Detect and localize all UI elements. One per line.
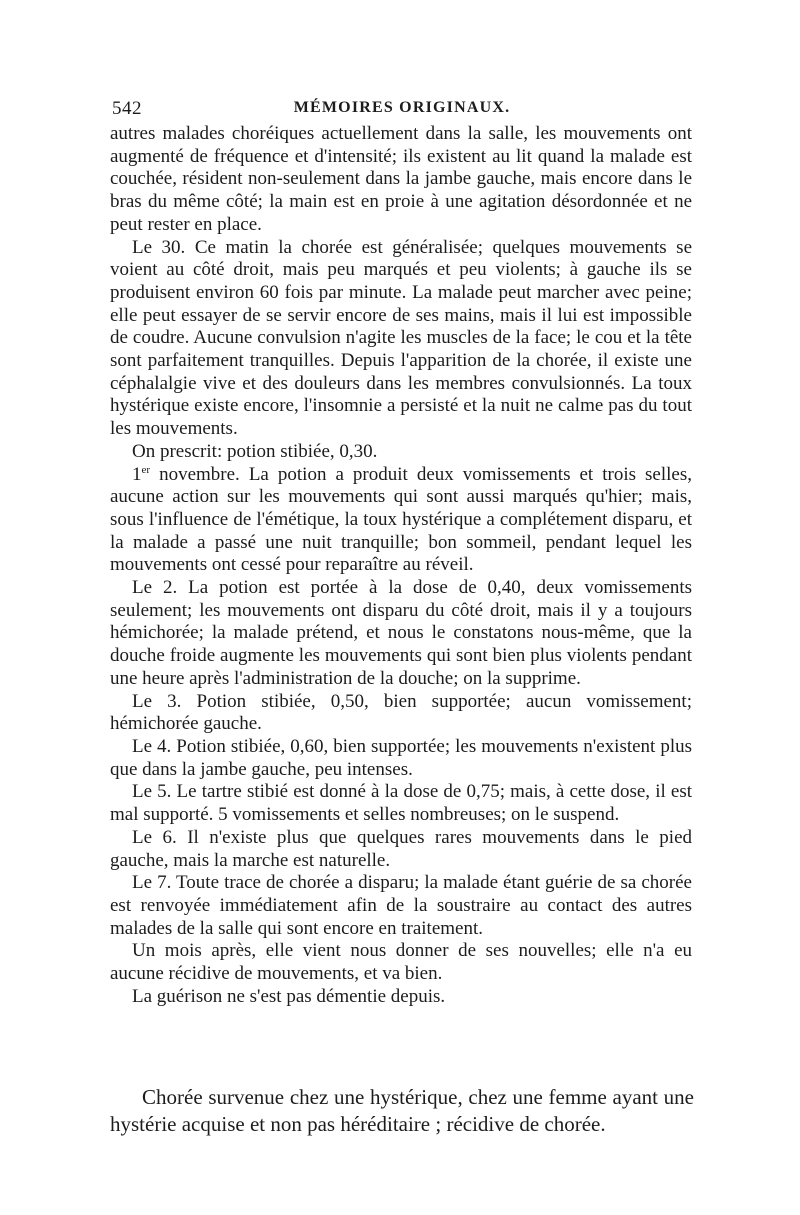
page-number: 542 [112, 98, 142, 119]
date-ordinal: er [141, 463, 151, 476]
section-title: Chorée survenue chez une hystérique, chez une femme ayant une hystérie acquise et non pas héréditaire ; récidive de chorée. [110, 1085, 694, 1136]
running-head: MÉMOIRES ORIGINAUX. [293, 99, 511, 116]
paragraph-le-3: Le 3. Potion stibiée, 0,50, bien supportée; aucun vomissement; hémichorée gauche. [110, 690, 692, 735]
paragraph-le-30: Le 30. Ce matin la chorée est généralisée; quelques mouvements se voient au côté droit, mais peu marqués et peu violents; à gauche ils se produisent environ 60 fois par minute. La malade peut marcher avec peine; elle peut essayer de se servir encore de ses mains, mais il lui est impossible de coudre. Aucune convulsion n'agite les muscles de la face; le cou et la tête sont parfaitement tranquilles. Depuis l'apparition de la chorée, il existe une céphalalgie vive et des douleurs dans les membres convulsionnés. La toux hystérique existe encore, l'insomnie a persisté et la nuit ne calme pas du tout les mouvements. [110, 236, 692, 440]
paragraph-le-7: Le 7. Toute trace de chorée a disparu; la malade étant guérie de sa chorée est renvoyée immédiatement afin de la soustraire au contact des autres malades de la salle qui sont encore en traitement. [110, 872, 692, 939]
paragraph-un-mois-apres: Un mois après, elle vient nous donner de ses nouvelles; elle n'a eu aucune récidive de mouvements, et va bien. [110, 940, 692, 985]
paragraph-le-5: Le 5. Le tartre stibié est donné à la dose de 0,75; mais, à cette dose, il est mal supporté. 5 vomissements et selles nombreuses; on le suspend. [110, 781, 692, 826]
paragraph-le-6: Le 6. Il n'existe plus que quelques rares mouvements dans le pied gauche, mais la marche est naturelle. [110, 826, 692, 871]
paragraph-le-2: Le 2. La potion est portée à la dose de 0,40, deux vomissements seulement; les mouvements ont disparu du côté droit, mais il y a toujours hémichorée; la malade prétend, et nous le constatons nous-même, que la douche froide augmente les mouvements qui sont bien plus violents pendant une heure après l'administration de la douche; on la supprime. [110, 577, 692, 689]
paragraph-text: novembre. La potion a produit deux vomissements et trois selles, aucune action sur les mouvements qui sont aussi marqués qu'hier; mais, sous l'influence de l'émétique, la toux hystérique a complétement disparu, et la malade a passé une nuit tranquille; bon sommeil, pendant lequel les mouvements ont cessé pour reparaître au réveil. [110, 463, 692, 576]
body-text [110, 123, 692, 1008]
paragraph-guerison: La guérison ne s'est pas démentie depuis. [132, 985, 446, 1007]
date-number: 1 [132, 463, 142, 485]
paragraph-le-4: Le 4. Potion stibiée, 0,60, bien supportée; les mouvements n'existent plus que dans la jambe gauche, peu intenses. [110, 735, 692, 780]
page-header [112, 98, 692, 122]
paragraph-continuation: autres malades choréiques actuellement dans la salle, les mouvements ont augmenté de fréquence et d'intensité; ils existent au lit quand la malade est couchée, résident non-seulement dans la jambe gauche, mais encore dans le bras du même côté; la main est en proie à une agitation désordonnée et ne peut rester en place. [110, 123, 692, 235]
paragraph-1er-novembre [110, 464, 692, 578]
paragraph-prescription: On prescrit: potion stibiée, 0,30. [132, 440, 378, 462]
